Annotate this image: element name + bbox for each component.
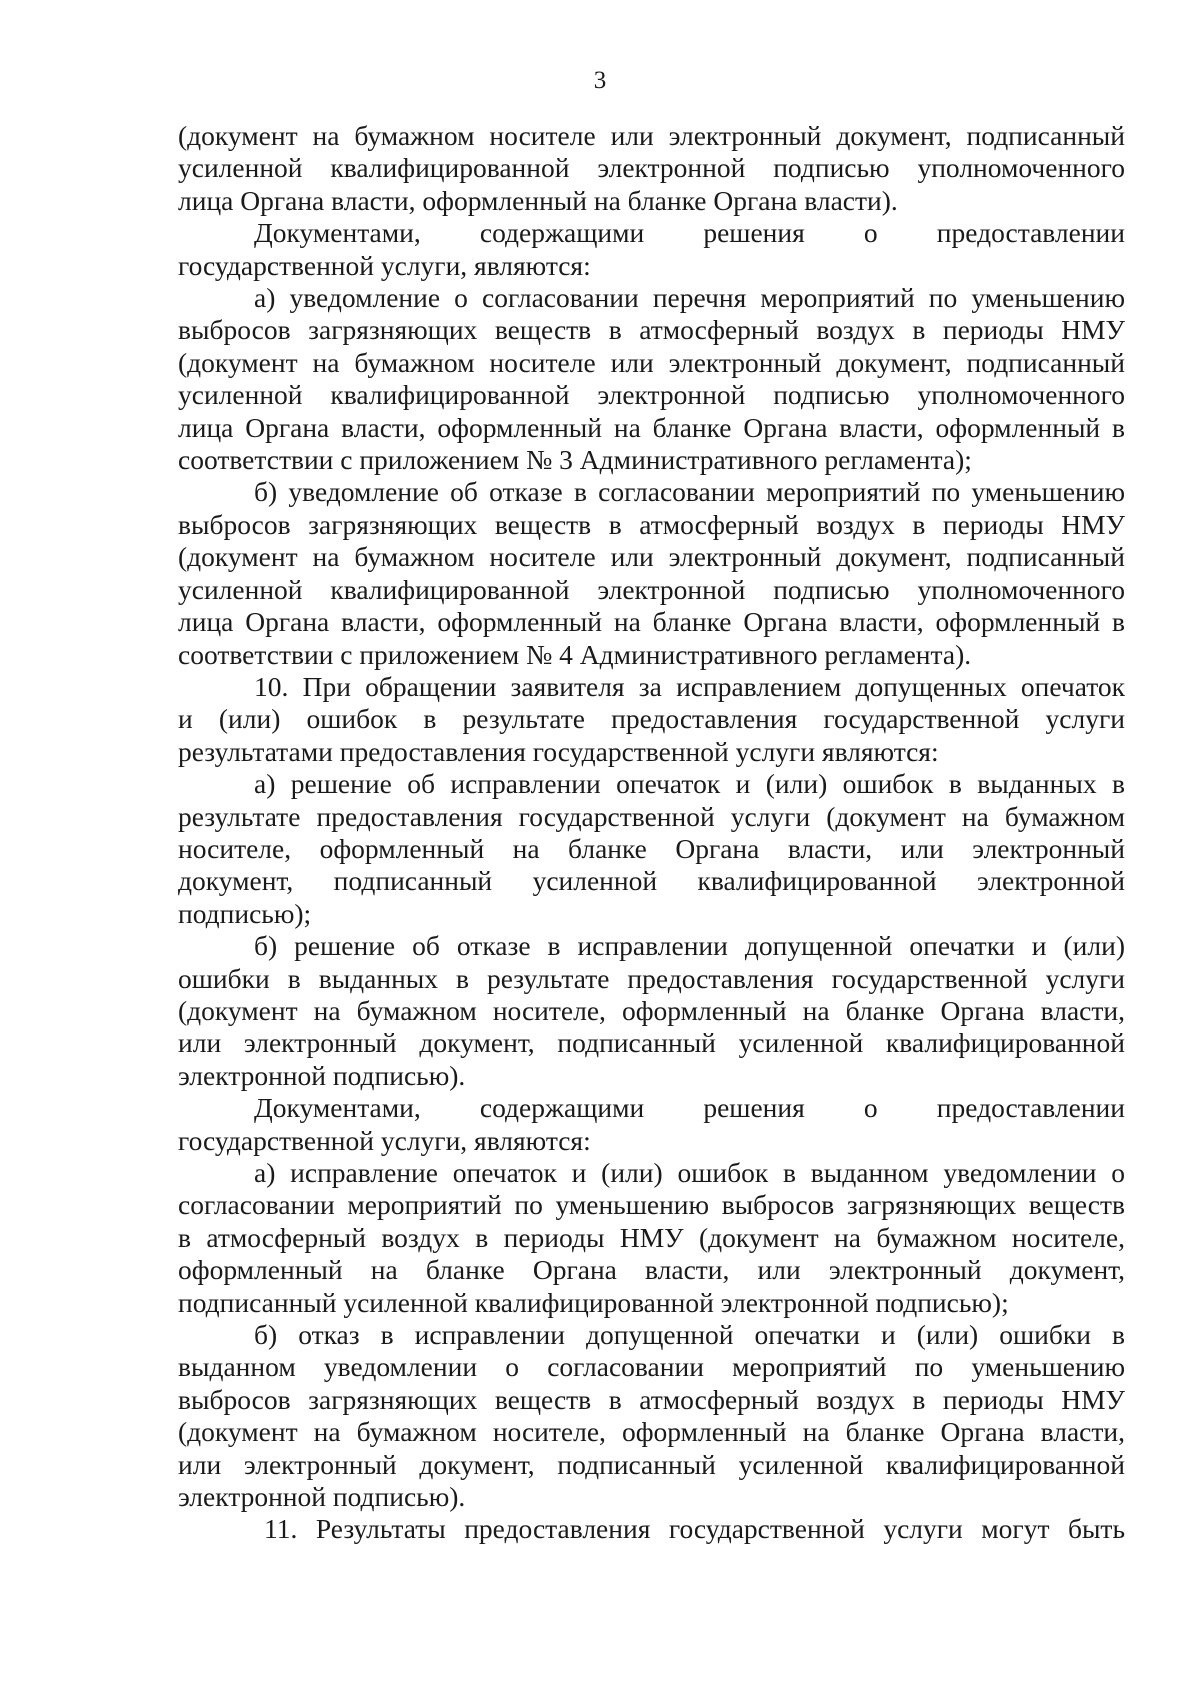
- paragraph-documents-heading-2: [178, 1092, 1125, 1157]
- text-line: оформленный на бланке Органа власти, или электронный документ,: [178, 1254, 1125, 1286]
- paragraph-section-10: [178, 671, 1125, 768]
- text-line: или электронный документ, подписанный усиленной квалифицированной: [178, 1448, 1125, 1480]
- document-body: [178, 120, 1125, 1546]
- text-line: лица Органа власти, оформленный на бланке Органа власти).: [178, 184, 898, 216]
- text-line: ошибки в выданных в результате предоставления государственной услуги: [178, 962, 1125, 994]
- text-line: (документ на бумажном носителе, оформленный на бланке Органа власти,: [178, 1416, 1125, 1448]
- paragraph-item-b: [178, 476, 1125, 670]
- text-line: согласовании мероприятий по уменьшению выбросов загрязняющих веществ: [178, 1189, 1125, 1221]
- text-line: (документ на бумажном носителе или электронный документ, подписанный: [178, 120, 1125, 151]
- paragraph-documents-item-a: [178, 1157, 1125, 1319]
- text-line: государственной услуги, являются:: [178, 249, 591, 281]
- paragraph-section-10-item-b: [178, 930, 1125, 1092]
- text-line: б) решение об отказе в исправлении допущенной опечатки и (или): [254, 930, 1125, 962]
- text-line: усиленной квалифицированной электронной подписью уполномоченного: [178, 379, 1125, 411]
- paragraph-section-11: [178, 1513, 1125, 1545]
- text-line: а) исправление опечаток и (или) ошибок в выданном уведомлении о: [254, 1157, 1125, 1188]
- text-line: Документами, содержащими решения о предоставлении: [254, 1092, 1125, 1124]
- text-line: результате предоставления государственной услуги (документ на бумажном: [178, 800, 1125, 832]
- text-line: электронной подписью).: [178, 1059, 466, 1091]
- paragraph-documents-heading: [178, 217, 1125, 282]
- text-line: соответствии с приложением № 3 Административного регламента);: [178, 444, 972, 476]
- text-line: б) уведомление об отказе в согласовании мероприятий по уменьшению: [254, 476, 1125, 508]
- text-line: 11. Результаты предоставления государственной услуги могут быть: [264, 1513, 1125, 1545]
- text-line: выбросов загрязняющих веществ в атмосферный воздух в периоды НМУ: [178, 1383, 1125, 1415]
- text-line: выданном уведомлении о согласовании мероприятий по уменьшению: [178, 1351, 1125, 1383]
- text-line: а) уведомление о согласовании перечня мероприятий по уменьшению: [254, 282, 1125, 314]
- text-line: подписью);: [178, 897, 312, 929]
- text-line: усиленной квалифицированной электронной подписью уполномоченного: [178, 152, 1125, 184]
- text-line: носителе, оформленный на бланке Органа власти, или электронный: [178, 832, 1125, 864]
- text-line: (документ на бумажном носителе или электронный документ, подписанный: [178, 346, 1125, 378]
- text-line: электронной подписью).: [178, 1481, 466, 1513]
- paragraph-documents-item-b: [178, 1319, 1125, 1513]
- page-number: 3: [593, 67, 607, 94]
- text-line: в атмосферный воздух в периоды НМУ (документ на бумажном носителе,: [178, 1221, 1125, 1253]
- text-line: (документ на бумажном носителе, оформленный на бланке Органа власти,: [178, 994, 1125, 1026]
- text-line: (документ на бумажном носителе или электронный документ, подписанный: [178, 541, 1125, 573]
- text-line: подписанный усиленной квалифицированной электронной подписью);: [178, 1286, 1009, 1318]
- text-line: лица Органа власти, оформленный на бланке Органа власти, оформленный в: [178, 606, 1125, 638]
- text-line: выбросов загрязняющих веществ в атмосферный воздух в периоды НМУ: [178, 314, 1125, 346]
- text-line: государственной услуги, являются:: [178, 1124, 591, 1156]
- text-line: а) решение об исправлении опечаток и (или) ошибок в выданных в: [254, 768, 1125, 800]
- text-line: Документами, содержащими решения о предоставлении: [254, 217, 1125, 249]
- paragraph-item-a: [178, 282, 1125, 476]
- text-line: результатами предоставления государственной услуги являются:: [178, 735, 939, 767]
- text-line: и (или) ошибок в результате предоставления государственной услуги: [178, 703, 1125, 735]
- text-line: или электронный документ, подписанный усиленной квалифицированной: [178, 1027, 1125, 1059]
- paragraph-section-10-item-a: [178, 768, 1125, 930]
- text-line: 10. При обращении заявителя за исправлением допущенных опечаток: [254, 670, 1125, 702]
- text-line: усиленной квалифицированной электронной подписью уполномоченного: [178, 573, 1125, 605]
- paragraph-continuation: [178, 120, 1125, 217]
- text-line: б) отказ в исправлении допущенной опечатки и (или) ошибки в: [254, 1319, 1125, 1351]
- text-line: документ, подписанный усиленной квалифицированной электронной: [178, 865, 1125, 897]
- text-line: выбросов загрязняющих веществ в атмосферный воздух в периоды НМУ: [178, 508, 1125, 540]
- text-line: соответствии с приложением № 4 Административного регламента).: [178, 638, 972, 670]
- text-line: лица Органа власти, оформленный на бланке Органа власти, оформленный в: [178, 411, 1125, 443]
